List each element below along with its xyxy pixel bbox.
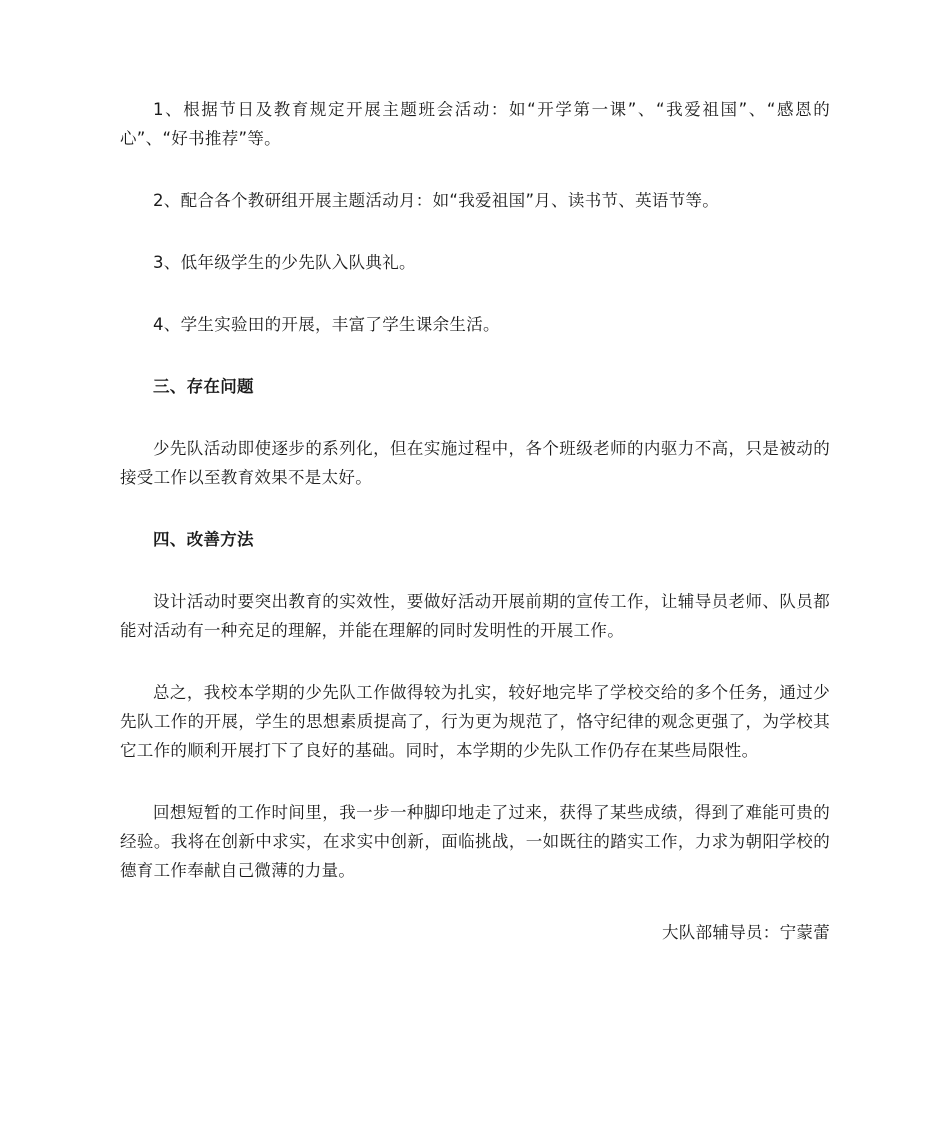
section-body-improvements: 设计活动时要突出教育的实效性，要做好活动开展前期的宣传工作，让辅导员老师、队员都能对活动有一种充足的理解，并能在理解的同时发明性的开展工作。 — [120, 592, 830, 640]
activity-item-1: 1、根据节日及教育规定开展主题班会活动：如“开学第一课”、“我爱祖国”、“感恩的心”、“好书推荐”等。 — [120, 100, 830, 148]
section-body-problems: 少先队活动即使逐步的系列化，但在实施过程中，各个班级老师的内驱力不高，只是被动的接受工作以至教育效果不是太好。 — [120, 439, 830, 487]
activity-item-3: 3、低年级学生的少先队入队典礼。 — [153, 253, 416, 272]
document-page — [120, 95, 830, 947]
activity-item-2: 2、配合各个教研组开展主题活动月：如“我爱祖国”月、读书节、英语节等。 — [153, 191, 720, 210]
summary-paragraph: 总之，我校本学期的少先队工作做得较为扎实，较好地完毕了学校交给的多个任务，通过少先队工作的开展，学生的思想素质提高了，行为更为规范了，恪守纪律的观念更强了，为学校其它工作的顺利开展打下了良好的基础。同时，本学期的少先队工作仍存在某些局限性。 — [120, 683, 830, 760]
signature: 大队部辅导员：宁蒙蕾 — [662, 923, 830, 942]
reflection-paragraph: 回想短暂的工作时间里，我一步一种脚印地走了过来，获得了某些成绩，得到了难能可贵的经验。我将在创新中求实，在求实中创新，面临挑战，一如既往的踏实工作，力求为朝阳学校的德育工作奉献自己微薄的力量。 — [120, 803, 830, 880]
section-heading-problems: 三、存在问题 — [153, 377, 254, 396]
section-heading-improvements: 四、改善方法 — [153, 530, 254, 549]
activity-item-4: 4、学生实验田的开展，丰富了学生课余生活。 — [153, 315, 500, 334]
